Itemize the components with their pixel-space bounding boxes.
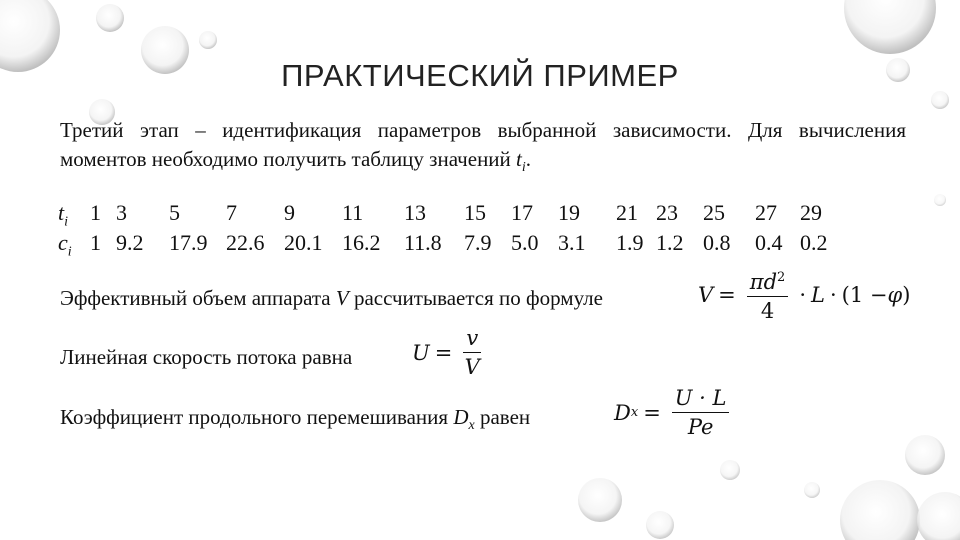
c-cell-0: 1 xyxy=(90,230,101,255)
c-cell-13: 0.4 xyxy=(755,230,783,255)
c-cell-3: 22.6 xyxy=(226,230,265,255)
drop-16 xyxy=(934,194,946,206)
drop-2 xyxy=(96,4,124,32)
intro-paragraph xyxy=(60,116,906,182)
velocity-sentence: Линейная скорость потока равна xyxy=(60,345,353,369)
velocity-fraction: $\frac{v}{V}$ xyxy=(464,326,480,379)
c-cell-14: 0.2 xyxy=(800,230,828,255)
drop-6 xyxy=(844,0,936,54)
volume-formula: V = $\frac{\pi d^2}{4}$ · L · (1 − φ ) xyxy=(698,266,910,323)
table-row-c xyxy=(58,230,858,260)
t-cell-4: 9 xyxy=(284,200,295,225)
t-cell-2: 5 xyxy=(169,200,180,225)
c-cell-8: 5.0 xyxy=(511,230,539,255)
row-label-c: $c_i$ xyxy=(58,230,72,260)
c-cell-11: 1.2 xyxy=(656,230,684,255)
t-cell-6: 13 xyxy=(404,200,426,225)
c-cell-9: 3.1 xyxy=(558,230,586,255)
intro-variable-sub: i xyxy=(521,160,526,176)
drop-13 xyxy=(840,480,920,540)
c-cell-5: 16.2 xyxy=(342,230,381,255)
t-cell-10: 21 xyxy=(616,200,638,225)
velocity-formula: U = $\frac{v}{V}$ xyxy=(412,326,480,379)
intro-variable: t xyxy=(516,147,522,171)
drop-12 xyxy=(905,435,945,475)
volume-fraction: $\frac{\pi d^2}{4}$ xyxy=(747,266,789,323)
t-cell-3: 7 xyxy=(226,200,237,225)
c-cell-2: 17.9 xyxy=(169,230,208,255)
intro-end: . xyxy=(525,147,532,171)
t-cell-0: 1 xyxy=(90,200,101,225)
t-cell-11: 23 xyxy=(656,200,678,225)
c-cell-7: 7.9 xyxy=(464,230,492,255)
c-cell-1: 9.2 xyxy=(116,230,144,255)
intro-line-2: вычисления моментов необходимо получить таблицу значений xyxy=(60,118,907,171)
t-cell-14: 29 xyxy=(800,200,822,225)
drop-9 xyxy=(578,478,622,522)
t-cell-12: 25 xyxy=(703,200,725,225)
table-row-t xyxy=(58,200,858,230)
drop-10 xyxy=(646,511,674,539)
dispersion-sentence: Коэффициент продольного перемешивания $D_x$ равен xyxy=(60,405,531,434)
volume-sentence: Эффективный объем аппарата V рассчитывается по формуле xyxy=(60,286,603,310)
drop-14 xyxy=(917,492,960,540)
drop-4 xyxy=(199,31,217,49)
t-cell-13: 27 xyxy=(755,200,777,225)
t-cell-5: 11 xyxy=(342,200,364,225)
values-table xyxy=(58,200,858,260)
drop-15 xyxy=(804,482,820,498)
dispersion-formula: D x = $\frac{U \cdot L}{Pe}$ xyxy=(614,386,735,439)
c-cell-4: 20.1 xyxy=(284,230,323,255)
t-cell-7: 15 xyxy=(464,200,486,225)
volume-var: V xyxy=(335,286,349,310)
drop-11 xyxy=(720,460,740,480)
c-cell-6: 11.8 xyxy=(404,230,442,255)
t-cell-9: 19 xyxy=(558,200,580,225)
row-label-t: $t_i$ xyxy=(58,200,69,230)
slide-title: ПРАКТИЧЕСКИЙ ПРИМЕР xyxy=(281,58,679,93)
intro-line-1: Третий этап – идентификация параметров выбранной зависимости. Для xyxy=(60,118,783,142)
c-cell-10: 1.9 xyxy=(616,230,644,255)
c-cell-12: 0.8 xyxy=(703,230,731,255)
dispersion-fraction: $\frac{U \cdot L}{Pe}$ xyxy=(672,386,730,439)
t-cell-8: 17 xyxy=(511,200,533,225)
t-cell-1: 3 xyxy=(116,200,127,225)
